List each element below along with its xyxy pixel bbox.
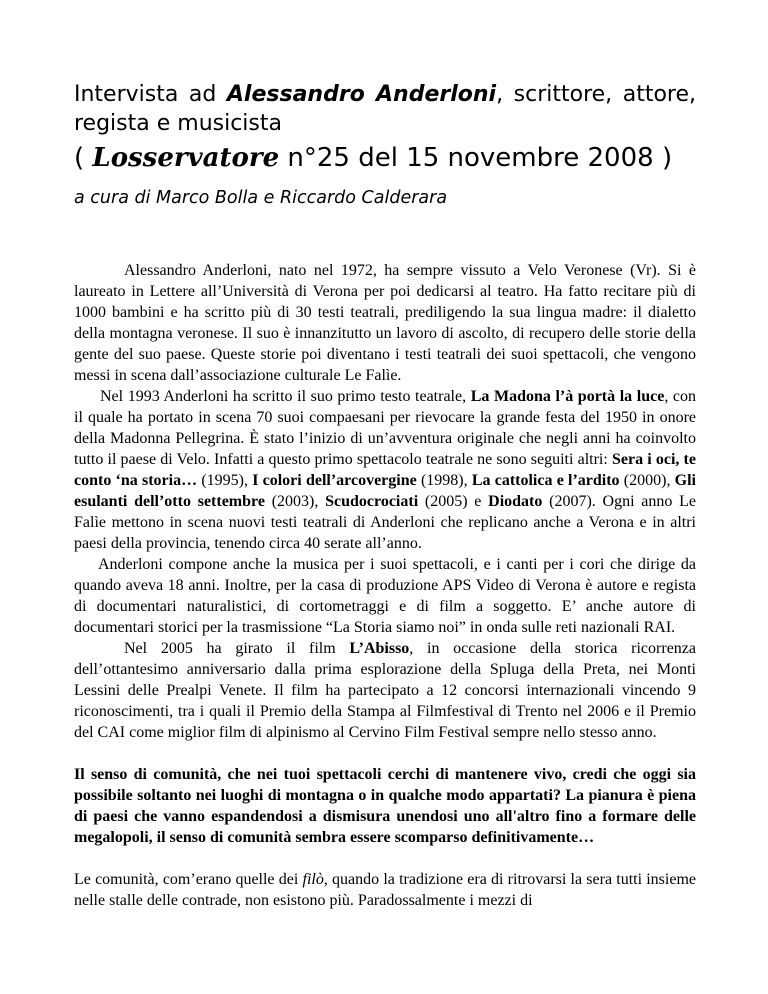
text-run: Le comunità, com’erano quelle dei [74,871,303,888]
play-title: Diodato [488,493,543,510]
credits: a cura di Marco Bolla e Riccardo Calderara [74,188,448,208]
film-title: L’Abisso [349,640,410,657]
text-run: , con il quale ha portato in scena 70 suoi compaesani per rievocare la grande festa del 1950 in onore della Madonna Pellegrina. È stato l’inizio di un’avventura originale che negli anni ha coinvolto tutto il paese di Velo. Infatti a questo primo spettacolo teatrale ne sono seguiti altri: [74,388,697,468]
paren-open: ( [74,143,93,173]
title-suffix: , scrittore, attore, regista e musicista [74,82,696,136]
play-title: Gli esulanti dell’otto settembre [74,472,696,510]
text-run: (2000), [619,472,675,489]
article-body [74,260,696,911]
interviewee-name: Alessandro Anderloni [226,82,497,107]
text-run: (1995), [197,472,253,489]
issue-info: n°25 del 15 novembre 2008 ) [279,143,673,173]
text-run: (2005) e [418,493,489,510]
play-title: La cattolica e l’ardito [471,472,620,489]
text-run: , quando la tradizione era di ritrovarsi la sera tutti insieme nelle stalle delle contrade, non esistono più. Paradossalmente i mezzi di [74,871,697,909]
text-run: Nel 1993 Anderloni ha scritto il suo primo testo teatrale, [100,388,471,405]
paragraph-film [74,638,696,743]
paragraph-theatre [74,386,696,554]
title-prefix: Intervista ad [74,82,227,107]
play-title: La Madona l’à portà la luce [470,388,665,405]
italic-term: filò [302,871,324,888]
play-title: Sera i oci, te conto ‘na storia… [74,451,696,489]
publication-line [74,140,696,176]
paragraph-music: Anderloni compone anche la musica per i suoi spettacoli, e i canti per i cori che dirige da quando aveva 18 anni. Inoltre, per la casa di produzione APS Video di Verona è autore e regista di documentari naturalistici, di cortometraggi e di film a soggetto. E’ anche autore di documentari storici per la trasmissione “La Storia siamo noi” in onda sulle reti nazionali RAI. [74,556,696,636]
play-title: I colori dell’arcovergine [252,472,417,489]
text-run: (1998), [416,472,472,489]
text-run: (2003), [264,493,326,510]
paragraph-biography: Alessandro Anderloni, nato nel 1972, ha sempre vissuto a Velo Veronese (Vr). Si è laureato in Lettere all’Università di Verona per poi dedicarsi al teatro. Ha fatto recitare più di 1000 bambini e ha scritto più di 30 testi teatrali, prediligendo la sua lingua madre: il dialetto della montagna veronese. Il suo è innanzitutto un lavoro di ascolto, di recupero delle storie della gente del suo paese. Queste storie poi diventano i testi teatrali dei suoi spettacoli, che vengono messi in scena dall’associazione culturale Le Falìe. [74,262,696,384]
play-title: Scudocrociati [325,493,419,510]
document-title [74,80,696,176]
text-run: , in occasione della storica ricorrenza dell’ottantesimo anniversario dalla prima esplorazione della Spluga della Preta, nei Monti Lessini delle Prealpi Venete. Il film ha partecipato a 12 concorsi internazionali vincendo 9 riconoscimenti, tra i quali il Premio della Stampa al Filmfestival di Trento nel 2006 e il Premio del CAI come miglior film di alpinismo al Cervino Film Festival sempre nello stesso anno. [74,640,696,741]
publication-name: Losservatore [92,143,280,173]
text-run: (2007). Ogni anno Le Falìe mettono in scena nuovi testi teatrali di Anderloni che replicano anche a Verona e in altri paesi della provincia, tenendo circa 40 serate all’anno. [74,493,696,552]
interview-answer [74,869,696,911]
text-run: Nel 2005 ha girato il film [124,640,350,657]
interview-question: Il senso di comunità, che nei tuoi spettacoli cerchi di mantenere vivo, credi che oggi sia possibile soltanto nei luoghi di montagna o in qualche modo appartati? La pianura è piena di paesi che vanno espandendosi a dismisura unendosi uno all'altro fino a formare delle megalopoli, il senso di comunità sembra essere scomparso definitivamente… [74,766,696,846]
